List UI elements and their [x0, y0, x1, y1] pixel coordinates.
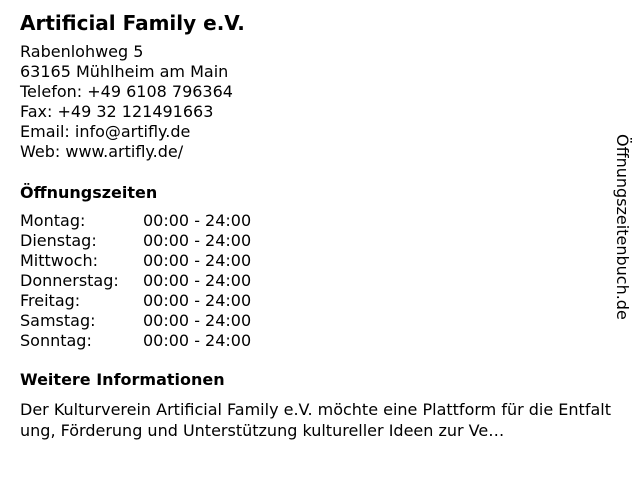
time-range: 00:00 - 24:00 — [143, 231, 252, 250]
day-label: Montag: — [20, 211, 86, 230]
site-brand-label: Öffnungszeitenbuch.de — [613, 134, 632, 320]
time-range: 00:00 - 24:00 — [143, 291, 252, 310]
day-label: Samstag: — [20, 311, 96, 330]
hours-row — [20, 251, 251, 271]
time-range: 00:00 - 24:00 — [143, 211, 252, 230]
description-text: Der Kulturverein Artificial Family e.V. möchte eine Plattform für die Entfaltung, Förderung und Unterstützung kultureller Ideen zur Ve… — [20, 400, 611, 440]
time-range: 00:00 - 24:00 — [143, 331, 252, 350]
street-address: Rabenlohweg 5 — [20, 42, 144, 61]
time-range: 00:00 - 24:00 — [143, 271, 252, 290]
address-block — [20, 42, 620, 162]
web-line: Web: www.artifly.de/ — [20, 142, 184, 161]
day-label: Freitag: — [20, 291, 81, 310]
hours-row — [20, 311, 251, 331]
more-info-heading: Weitere Informationen — [20, 370, 225, 389]
business-name: Artificial Family e.V. — [20, 11, 245, 35]
time-range: 00:00 - 24:00 — [143, 311, 252, 330]
hours-row — [20, 331, 251, 351]
day-label: Donnerstag: — [20, 271, 119, 290]
hours-row — [20, 231, 251, 251]
email-line: Email: info@artifly.de — [20, 122, 191, 141]
hours-row — [20, 291, 251, 311]
day-label: Mittwoch: — [20, 251, 98, 270]
hours-row — [20, 211, 251, 231]
hours-row — [20, 271, 251, 291]
day-label: Sonntag: — [20, 331, 92, 350]
opening-hours-heading: Öffnungszeiten — [20, 183, 158, 202]
opening-hours-table — [20, 211, 251, 351]
fax-line: Fax: +49 32 121491663 — [20, 102, 214, 121]
phone-line: Telefon: +49 6108 796364 — [20, 82, 233, 101]
business-card — [20, 10, 620, 441]
time-range: 00:00 - 24:00 — [143, 251, 252, 270]
day-label: Dienstag: — [20, 231, 97, 250]
city-line: 63165 Mühlheim am Main — [20, 62, 229, 81]
